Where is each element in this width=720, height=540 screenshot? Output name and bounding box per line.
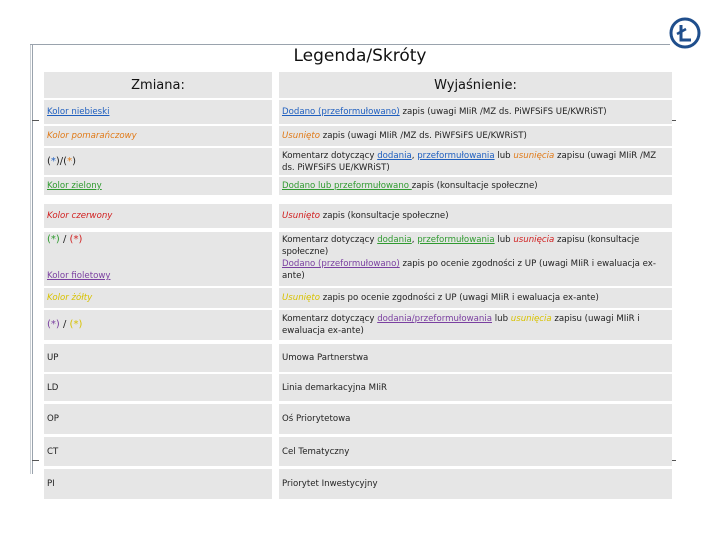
star-blue: *	[50, 155, 56, 167]
abbrev-row	[44, 344, 672, 372]
paren: )	[72, 155, 76, 167]
desc-highlight: Usunięto	[282, 211, 320, 221]
star-purple: (*)	[47, 319, 60, 330]
legend-desc	[279, 126, 672, 146]
desc-text: zapisu (uwagi MIiR /MZ ds. PiWFSiFS UE/KWRiST)	[282, 150, 657, 173]
desc-highlight: Dodano (przeformułowano)	[282, 259, 400, 269]
legend-desc	[279, 204, 672, 228]
desc-highlight: dodania	[377, 235, 412, 245]
legend-row	[44, 148, 672, 175]
abbrev-meaning: Linia demarkacyjna MIiR	[279, 374, 672, 401]
legend-key-text: Kolor żółty	[47, 293, 93, 303]
legend-desc	[279, 177, 672, 195]
desc-highlight: Usunięto	[282, 293, 320, 303]
circle-logo-icon	[668, 16, 702, 50]
frame-tick	[32, 460, 39, 461]
star-red: (*)	[69, 234, 83, 245]
desc-text: lub	[494, 235, 514, 245]
legend-key-text: Kolor fioletowy	[47, 271, 111, 281]
desc-text: zapisu (konsultacje społeczne)	[282, 235, 640, 257]
legend-row	[44, 310, 672, 340]
desc-highlight: Dodano (przeformułowano)	[282, 107, 400, 117]
desc-text: Komentarz dotyczący	[282, 314, 378, 324]
desc-text: zapis (konsultacje społeczne)	[411, 181, 538, 191]
abbrev-meaning: Cel Tematyczny	[279, 437, 672, 466]
abbrev-row	[44, 469, 672, 499]
desc-text: zapis (uwagi MIiR /MZ ds. PiWFSiFS UE/KWRiST)	[319, 131, 527, 141]
desc-highlight: usunięcia	[513, 150, 555, 161]
desc-highlight: usunięcia	[510, 314, 552, 324]
desc-text: zapisu (uwagi MIiR i ewaluacja ex-ante)	[282, 314, 640, 336]
legend-desc	[279, 288, 672, 308]
legend-row	[44, 288, 672, 308]
desc-highlight: Usunięto	[282, 131, 320, 141]
frame-line	[30, 44, 670, 45]
frame-line	[32, 44, 33, 474]
star-orange: *	[67, 155, 73, 167]
legend-key-text: Kolor niebieski	[47, 107, 110, 117]
legend-key	[44, 100, 272, 124]
abbrev-row	[44, 404, 672, 434]
desc-highlight: usunięcia	[513, 235, 555, 245]
legend-row	[44, 204, 672, 228]
header-wyjasnienie: Wyjaśnienie:	[279, 72, 672, 98]
desc-text: zapis po ocenie zgodności z UP (uwagi MIiR i ewaluacja ex-ante)	[282, 259, 656, 281]
legend-row	[44, 232, 672, 286]
abbrev-code: OP	[44, 404, 272, 434]
separator: /	[59, 319, 70, 330]
abbrev-code: LD	[44, 374, 272, 401]
desc-text: lub	[494, 150, 514, 161]
star-yellow: (*)	[69, 319, 83, 330]
abbrev-meaning: Oś Priorytetowa	[279, 404, 672, 434]
desc-highlight: przeformułowania	[417, 235, 495, 245]
legend-desc	[279, 100, 672, 124]
abbrev-row	[44, 437, 672, 466]
desc-highlight: przeformułowania	[417, 150, 495, 161]
desc-highlight: dodania	[377, 150, 412, 161]
abbrev-row	[44, 374, 672, 401]
desc-highlight: dodania/przeformułowania	[377, 314, 492, 324]
desc-text: Komentarz dotyczący	[282, 150, 378, 161]
legend-key	[44, 310, 272, 340]
desc-text: Komentarz dotyczący	[282, 235, 378, 245]
legend-key	[44, 288, 272, 308]
desc-text: zapis (konsultacje społeczne)	[319, 211, 449, 221]
legend-key	[44, 126, 272, 146]
desc-text: ,	[411, 150, 418, 161]
abbrev-code: UP	[44, 344, 272, 372]
desc-text: ,	[411, 235, 418, 245]
legend-key	[44, 177, 272, 195]
legend-key	[44, 232, 272, 286]
abbrev-meaning: Priorytet Inwestycyjny	[279, 469, 672, 499]
legend-key-text: Kolor czerwony	[47, 211, 113, 221]
legend-row	[44, 177, 672, 195]
abbrev-code: PI	[44, 469, 272, 499]
page-title: Legenda/Skróty	[293, 46, 427, 66]
abbrev-code: CT	[44, 437, 272, 466]
desc-text: lub	[492, 314, 511, 324]
desc-text: zapis po ocenie zgodności z UP (uwagi MIiR i ewaluacja ex-ante)	[319, 293, 599, 303]
legend-key-text: Kolor zielony	[47, 181, 102, 191]
star-green: (*)	[47, 234, 60, 245]
header-zmiana: Zmiana:	[44, 72, 272, 98]
frame-tick	[32, 120, 39, 121]
paren: )/(	[55, 155, 68, 167]
legend-desc	[279, 148, 672, 175]
legend-desc	[279, 310, 672, 340]
legend-key	[44, 148, 272, 175]
legend-desc	[279, 232, 672, 286]
abbrev-meaning: Umowa Partnerstwa	[279, 344, 672, 372]
separator: /	[59, 234, 70, 245]
legend-row	[44, 100, 672, 124]
desc-text: zapis (uwagi MIiR /MZ ds. PiWFSiFS UE/KWRiST)	[399, 107, 607, 117]
legend-key	[44, 204, 272, 228]
desc-highlight: Dodano lub przeformułowano	[282, 181, 412, 191]
paren: (	[47, 155, 51, 167]
legend-key-text: Kolor pomarańczowy	[47, 131, 137, 141]
frame-line	[30, 44, 31, 474]
legend-row	[44, 126, 672, 146]
